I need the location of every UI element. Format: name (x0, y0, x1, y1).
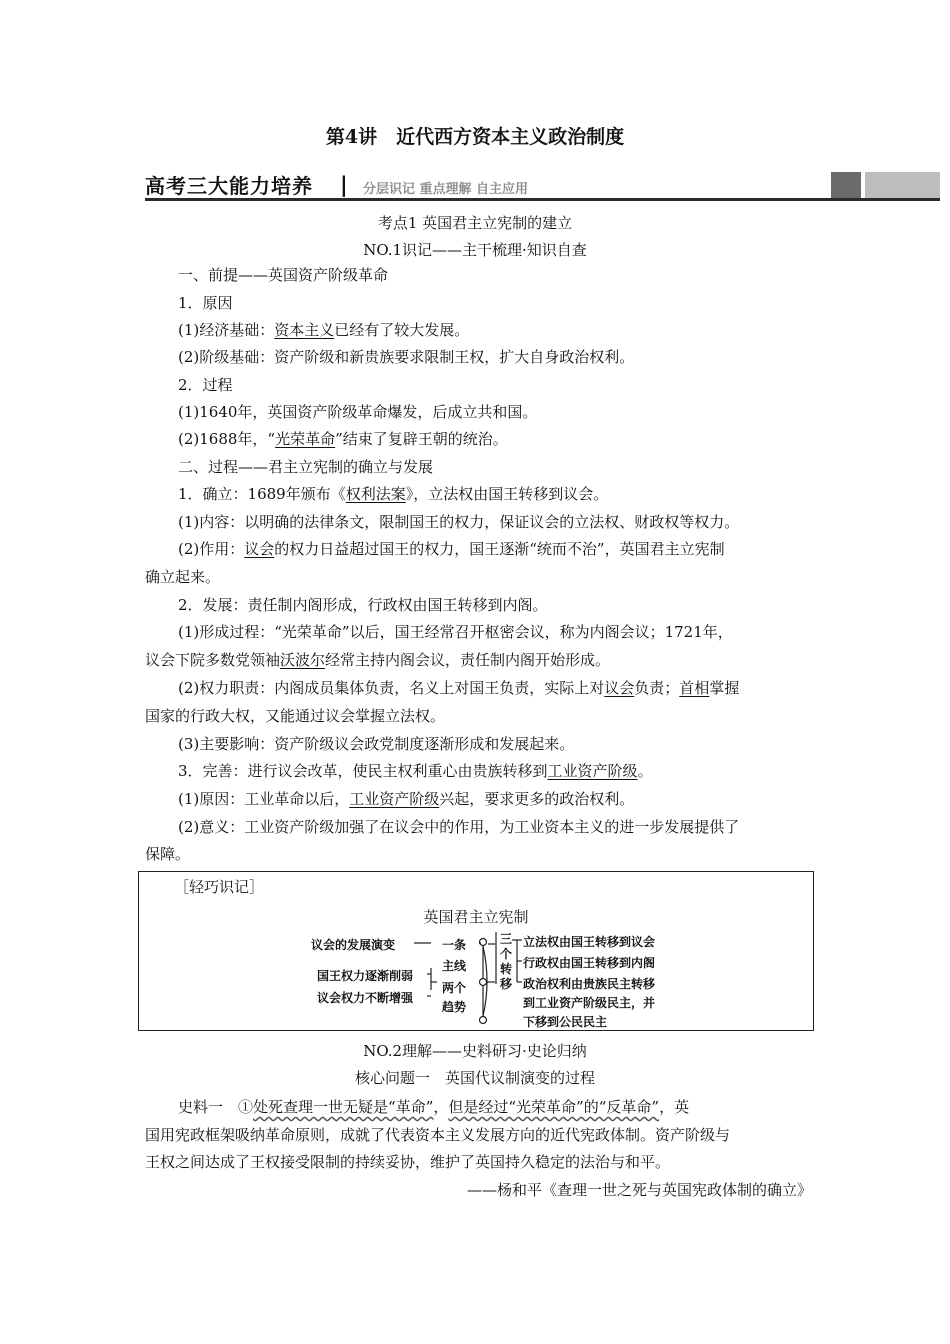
diagram-right-3a: 政治权利由贵族民主转移 (523, 977, 656, 991)
no1-heading: NO.1识记——主干梳理·知识自查 (363, 241, 587, 259)
banner-subtitle: 分层识记 重点理解 自主应用 (363, 182, 529, 197)
text-line: (2)权力职责：内阁成员集体负责，名义上对国王负责，实际上对议会负责；首相掌握 (178, 679, 740, 697)
banner-separator: | (340, 173, 348, 197)
blank-answer: 资本主义 (274, 321, 335, 339)
source-paragraph-line: 史料一 ①处死查理一世无疑是“革命”，但是经过“光荣革命”的“反革命”，英 (178, 1098, 690, 1116)
text-line: 国家的行政大权，又能通过议会掌握立法权。 (145, 707, 446, 725)
page-title: 第4讲 近代西方资本主义政治制度 (325, 126, 625, 148)
blank-answer: 光荣革命 (275, 430, 336, 448)
text-line: (1)1640年，英国资产阶级革命爆发，后成立共和国。 (178, 403, 538, 421)
text-line: (1)经济基础：资本主义已经有了较大发展。 (178, 321, 470, 339)
diagram-three-4: 移 (500, 977, 513, 991)
diagram-right-2: 行政权由国王转移到内阁 (523, 956, 656, 970)
box-title: 英国君主立宪制 (423, 908, 529, 926)
text-line: 2．发展：责任制内阁形成，行政权由国王转移到内阁。 (178, 596, 548, 614)
text-line: 1．确立：1689年颁布《权利法案》，立法权由国王转移到议会。 (178, 485, 609, 503)
blank-answer: 工业资产阶级 (349, 790, 440, 808)
diagram-connectors (139, 872, 813, 1030)
blank-answer: 议会 (604, 679, 635, 697)
blank-answer: 工业资产阶级 (547, 762, 638, 780)
diagram-three-2: 个 (500, 947, 513, 961)
diagram-three-3: 转 (500, 962, 513, 976)
banner-dark-block (831, 172, 861, 198)
box-label: ［轻巧识记］ (174, 878, 265, 896)
text-line: 3．完善：进行议会改革，使民主权利重心由贵族转移到工业资产阶级。 (178, 762, 653, 780)
diagram-left-3: 议会权力不断增强 (317, 991, 414, 1005)
text-line: (3)主要影响：资产阶级议会政党制度逐渐形成和发展起来。 (178, 735, 575, 753)
no2-heading: NO.2理解——史料研习·史论归纳 (363, 1042, 587, 1060)
memory-box (138, 871, 814, 1031)
diagram-mid-1a: 一条 (442, 938, 467, 952)
source-paragraph-line: 王权之间达成了王权接受限制的持续妥协，维护了英国持久稳定的法治与和平。 (145, 1153, 671, 1171)
diagram-right-3b: 到工业资产阶级民主，并 (523, 996, 656, 1010)
text-line: 保障。 (145, 845, 191, 863)
wavy-underline-text: 但是经过“光荣革命”的“反革命” (448, 1098, 660, 1116)
blank-answer: 首相 (679, 679, 710, 697)
core-question-heading: 核心问题一 英国代议制演变的过程 (354, 1069, 595, 1087)
text-line: 确立起来。 (145, 568, 221, 586)
text-line: (2)1688年，“光荣革命”结束了复辟王朝的统治。 (178, 430, 508, 448)
text-line: 1．原因 (178, 294, 233, 312)
banner-rule (145, 198, 940, 201)
diagram-mid-2a: 两个 (442, 981, 467, 995)
source-citation: ——杨和平《查理一世之死与英国宪政体制的确立》 (466, 1181, 812, 1199)
text-line: (2)意义：工业资产阶级加强了在议会中的作用，为工业资本主义的进一步发展提供了 (178, 818, 740, 836)
text-line: (2)作用：议会的权力日益超过国王的权力，国王逐渐“统而不治”，英国君主立宪制 (178, 540, 725, 558)
diagram-three-1: 三 (500, 932, 513, 946)
kaodian-heading: 考点1 英国君主立宪制的建立 (377, 214, 573, 232)
blank-answer: 议会 (244, 540, 275, 558)
text-line: (1)形成过程：“光荣革命”以后，国王经常召开枢密会议，称为内阁会议；1721年， (178, 623, 733, 641)
diagram-right-1: 立法权由国王转移到议会 (523, 935, 656, 949)
text-line: (1)内容：以明确的法律条文，限制国王的权力，保证议会的立法权、财政权等权力。 (178, 513, 740, 531)
diagram-right-3c: 下移到公民民主 (523, 1015, 608, 1029)
diagram-left-1: 议会的发展演变 (311, 938, 396, 952)
banner-title: 高考三大能力培养 (145, 174, 313, 198)
source-label: 史料一 (178, 1098, 224, 1116)
text-line: 二、过程——君主立宪制的确立与发展 (178, 458, 434, 476)
source-paragraph-line: 国用宪政框架吸纳革命原则，成就了代表资本主义发展方向的近代宪政体制。资产阶级与 (145, 1126, 731, 1144)
diagram-mid-2b: 趋势 (442, 1000, 467, 1014)
diagram-mid-1b: 主线 (442, 959, 467, 973)
text-line: 议会下院多数党领袖沃波尔经常主持内阁会议，责任制内阁开始形成。 (145, 651, 611, 669)
wavy-underline-text: 处死查理一世无疑是“革命” (253, 1098, 434, 1116)
banner-light-block (865, 172, 940, 198)
section-banner (145, 170, 940, 200)
text-line: 一、前提——英国资产阶级革命 (178, 266, 389, 284)
blank-answer: 沃波尔 (280, 651, 326, 669)
text-line: (1)原因：工业革命以后，工业资产阶级兴起，要求更多的政治权利。 (178, 790, 635, 808)
text-line: (2)阶级基础：资产阶级和新贵族要求限制王权，扩大自身政治权利。 (178, 348, 635, 366)
diagram-left-2: 国王权力逐渐削弱 (317, 969, 414, 983)
blank-answer: 权利法案 (345, 485, 406, 503)
text-line: 2．过程 (178, 376, 233, 394)
